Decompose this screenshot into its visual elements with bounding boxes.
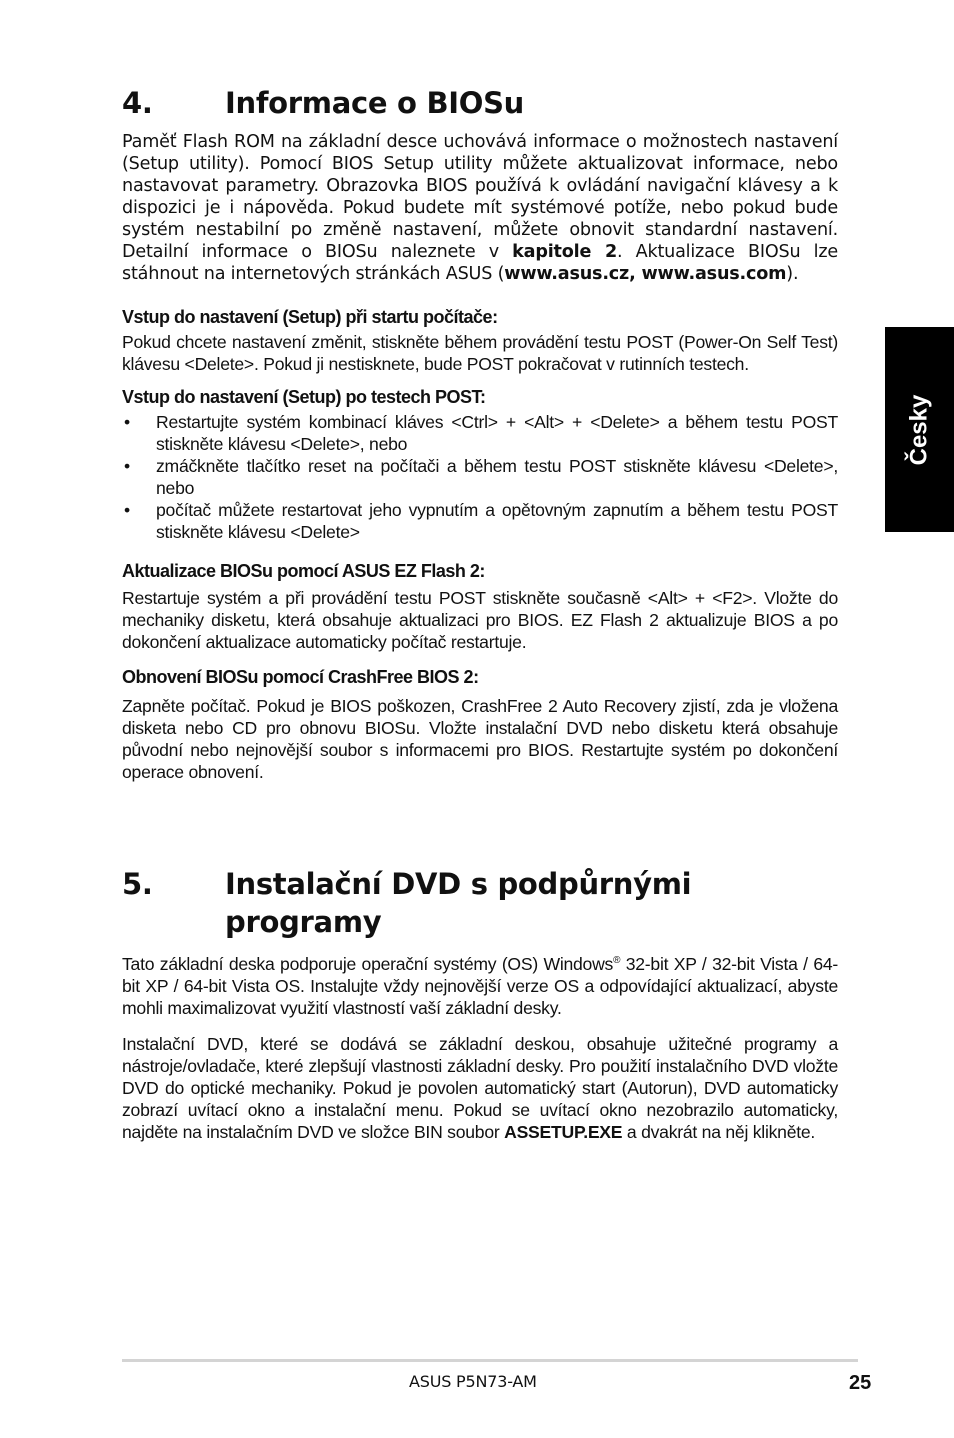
- crashfree-text: Zapněte počítač. Pokud je BIOS poškozen, CrashFree 2 Auto Recovery zjistí, zda je vložena disketa nebo CD pro obnovu BIOSu. Vložte instalační DVD nebo disketu která obsahuje původní nebo nejnovější soubor s informacemi pro BIOS. Restartujte systém po dokončení operace obnovení.: [122, 696, 838, 782]
- ez-flash-heading: Aktualizace BIOSu pomocí ASUS EZ Flash 2:: [122, 561, 485, 581]
- section-4-heading: [122, 84, 838, 122]
- intro-text-a: Paměť Flash ROM na základní desce uchovává informace o možnostech nastavení (Setup utility). Pomocí BIOS Setup utility můžete aktualizovat informace, nebo nastavovat parametry. Obrazovka BIOS používá k ovládání navigační klávesy a k dispozici je i nápověda. Pokud budete mít systémové potíže, nebo pokud bude systém nestabilní po změně nastavení, můžete obnovit standardní nastavení. Detailní informace o BIOSu naleznete v: [122, 132, 838, 262]
- list-item: [122, 411, 838, 455]
- chapter-reference: kapitole 2: [512, 242, 617, 262]
- asus-websites: www.asus.cz, www.asus.com: [504, 264, 787, 284]
- crashfree-heading: Obnovení BIOSu pomocí CrashFree BIOS 2:: [122, 667, 479, 687]
- section-4-number: 4.: [122, 86, 153, 120]
- section-5-paragraph-1: [122, 953, 838, 1019]
- page-number: 25: [849, 1372, 872, 1394]
- intro-text-c: ).: [786, 264, 799, 284]
- p2-text-a: Instalační DVD, které se dodává se základní deskou, obsahuje užitečné programy a nástroje/ovladače, které zlepšují vlastnosti základní desky. Pro použití instalačního DVD vložte DVD do optické mechaniky. Pokud je povolen automatický start (Autorun), DVD automaticky zobrazí uvítací okno a instalační menu. Pokud se uvítací okno nezobrazilo automaticky, najděte na instalačním DVD ve složce BIN soubor: [122, 1034, 838, 1142]
- list-item-text: zmáčkněte tlačítko reset na počítači a během testu POST stiskněte klávesu <Delete>, nebo: [156, 456, 838, 498]
- section-5-number: 5.: [122, 867, 153, 901]
- setup-after-post-list: [122, 411, 838, 543]
- setup-at-boot-heading: Vstup do nastavení (Setup) při startu počítače:: [122, 307, 498, 327]
- list-item: [122, 455, 838, 499]
- p2-text-b: a dvakrát na něj klikněte.: [622, 1122, 816, 1142]
- section-4-title: Informace o BIOSu: [225, 86, 525, 120]
- p1-text-a: Tato základní deska podporuje operační systémy (OS) Windows: [122, 954, 614, 974]
- ez-flash-text: Restartuje systém a při provádění testu POST stiskněte současně <Alt> + <F2>. Vložte do mechaniky disketu, která obsahuje aktualizaci pro BIOS. EZ Flash 2 aktualizuje BIOS a po dokončení aktualizace automaticky počítač restartuje.: [122, 588, 838, 652]
- registered-mark: ®: [613, 955, 621, 967]
- setup-after-post-heading: Vstup do nastavení (Setup) po testech POST:: [122, 387, 486, 407]
- section-5-paragraph-2: [122, 1033, 838, 1143]
- section-4-intro: [122, 131, 838, 285]
- language-tab-label: Česky: [905, 394, 933, 465]
- list-item-text: počítač můžete restartovat jeho vypnutím a opětovným zapnutím a během testu POST stiskněte klávesu <Delete>: [156, 500, 838, 542]
- p1-text-b: 32-bit XP / 32-bit Vista / 64-bit XP / 64-bit Vista OS. Instalujte vždy nejnovější verze OS a odpovídající aktualizací, abyste mohli maximalizovat využití vlastností vaší základní desky.: [122, 954, 838, 1018]
- intro-text-b: . Aktualizace BIOSu lze stáhnout na internetových stránkách ASUS (: [122, 242, 838, 284]
- bullet-icon: •: [124, 412, 130, 432]
- page-content: [122, 84, 838, 1143]
- bullet-icon: •: [124, 456, 130, 476]
- footer-model: ASUS P5N73-AM: [409, 1372, 537, 1391]
- setup-at-boot-text: Pokud chcete nastavení změnit, stiskněte během provádění testu POST (Power-On Self Test) klávesu <Delete>. Pokud ji nestisknete, bude POST pokračovat v rutinních testech.: [122, 332, 838, 374]
- list-item: [122, 499, 838, 543]
- bullet-icon: •: [124, 500, 130, 520]
- section-5-heading: [122, 865, 838, 941]
- footer-divider: [122, 1359, 858, 1362]
- list-item-text: Restartujte systém kombinací kláves <Ctrl> + <Alt> + <Delete> a během testu POST stiskněte klávesu <Delete>, nebo: [156, 412, 838, 454]
- language-tab: [885, 327, 954, 532]
- assetup-filename: ASSETUP.EXE: [504, 1122, 623, 1142]
- section-5-title: Instalační DVD s podpůrnými programy: [225, 867, 692, 939]
